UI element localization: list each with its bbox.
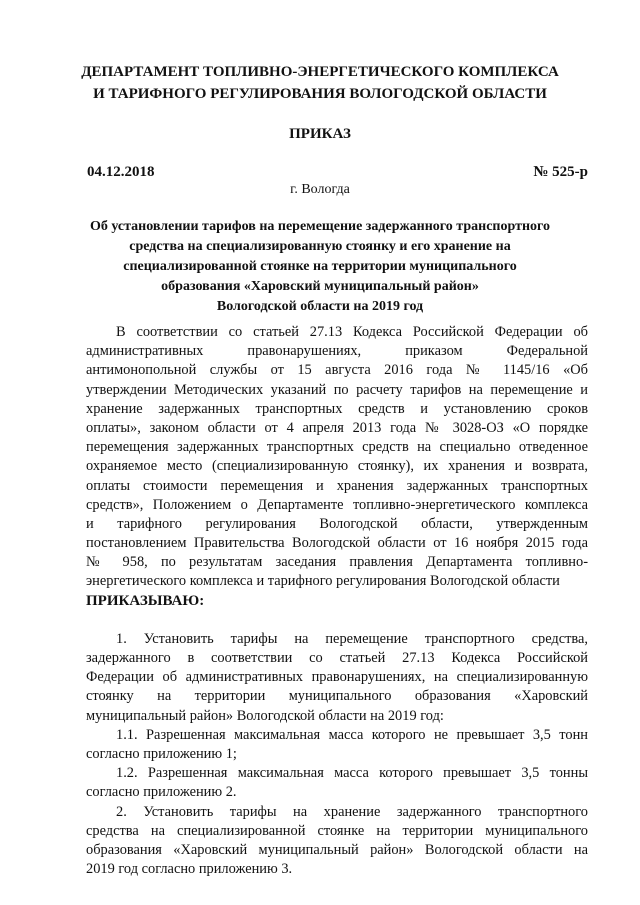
department-line: И ТАРИФНОГО РЕГУЛИРОВАНИЯ ВОЛОГОДСКОЙ ОБЛАСТИ [93,86,547,102]
item-2-line: средства на специализированной стоянке на территории муниципального [86,822,588,839]
item-1-1-line: 1.1. Разрешенная максимальная масса которого не превышает 3,5 тонн [116,726,588,743]
item-1-line: стоянку на территории муниципального образования «Харовский [86,688,588,705]
subject-line: Об установлении тарифов на перемещение задержанного транспортного [89,219,551,234]
order-number: № 525-р [533,164,588,180]
preamble-line: административных правонарушениях, приказом Федеральной [86,343,588,360]
item-1-line: Федерации об административных правонарушениях, на специализированную [86,669,588,686]
order-city: г. Вологда [290,182,350,197]
department-name [60,61,580,105]
preamble-line: В соответствии со статьей 27.13 Кодекса Российской Федерации об [116,324,588,340]
order-subject [70,217,570,317]
item-1-1-line: согласно приложению 1; [86,745,237,762]
orders-word: ПРИКАЗЫВАЮ: [86,592,205,609]
preamble-line: средств», Положением о Департаменте топливно-энергетического комплекса [86,496,588,513]
item-1-2-line: 1.2. Разрешенная максимальная масса которого превышает 3,5 тонны [116,765,588,782]
subject-line: Вологодской области на 2019 год [216,299,424,314]
order-body [86,323,588,879]
department-line: ДЕПАРТАМЕНТ ТОПЛИВНО-ЭНЕРГЕТИЧЕСКОГО КОМПЛЕКСА [81,64,559,80]
preamble-line: утверждении Методических указаний по расчету тарифов на перемещение и [86,381,588,398]
preamble-line: оплаты», законом области от 4 апреля 2013 года № 3028-ОЗ «О порядке [86,419,588,436]
subject-line: образования «Харовский муниципальный район» [161,279,479,294]
preamble-line: оплаты стоимости перемещения и хранения задержанных транспортных [86,477,588,494]
item-2-line: 2. Установить тарифы на хранение задержанного транспортного [116,803,588,820]
item-2-line: образования «Харовский муниципальный район» Вологодской области на [86,841,588,858]
preamble-line: постановлением Правительства Вологодской области от 16 ноября 2015 года [86,535,588,552]
item-1-line: 1. Установить тарифы на перемещение транспортного средства, [116,630,588,647]
preamble-line: № 958, по результатам заседания правления Департамента топливно- [86,554,588,571]
order-date: 04.12.2018 [87,164,155,180]
preamble-line: энергетического комплекса и тарифного регулирования Вологодской области [86,573,560,590]
preamble-line: антимонопольной службы от 15 августа 2016 года № 1145/16 «Об [86,362,588,379]
item-1-line: муниципальный район» Вологодской области на 2019 год: [86,707,444,724]
preamble-line: и тарифного регулирования Вологодской области, утвержденным [86,515,588,532]
item-1-line: задержанного в соответствии со статьей 27.13 Кодекса Российской [86,650,588,666]
preamble-line: перемещения задержанных транспортных средств на специально отведенное [86,439,588,456]
subject-line: средства на специализированную стоянку и его хранение на [129,239,511,254]
item-2-line: 2019 год согласно приложению 3. [86,861,293,878]
item-1-2-line: согласно приложению 2. [86,784,237,801]
preamble-line: охраняемое место (специализированную стоянку), их хранения и возврата, [86,458,588,475]
subject-line: специализированной стоянке на территории муниципального [123,259,517,274]
preamble-line: хранение задержанных транспортных средств и установлению сроков [86,400,588,417]
doc-type-title: ПРИКАЗ [289,126,351,142]
